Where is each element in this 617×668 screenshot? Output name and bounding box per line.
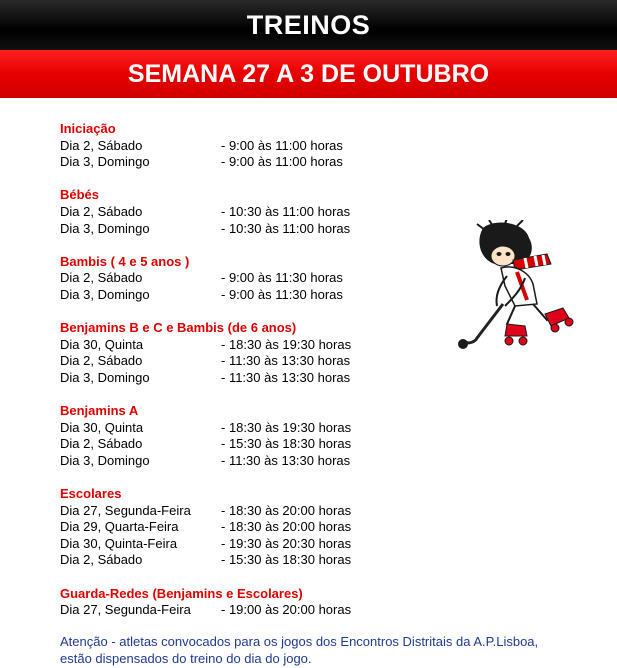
note-line-1: Atenção - atletas convocados para os jogos dos Encontros Distritais da A.P.Lisboa, bbox=[60, 634, 539, 650]
row-day: Dia 3, Domingo bbox=[60, 220, 150, 236]
schedule-row bbox=[60, 138, 600, 155]
row-time: - 18:30 às 20:00 horas bbox=[221, 502, 352, 518]
row-time: - 15:30 às 18:30 horas bbox=[221, 436, 352, 452]
row-day: Dia 30, Quinta bbox=[60, 419, 144, 435]
row-day: Dia 3, Domingo bbox=[60, 286, 150, 302]
row-time: - 19:00 às 20:00 horas bbox=[221, 602, 352, 618]
row-time: - 15:30 às 18:30 horas bbox=[221, 552, 352, 568]
section-title: Benjamins A bbox=[60, 403, 139, 419]
row-day: Dia 2, Sábado bbox=[60, 552, 143, 568]
section-benjamins-a bbox=[60, 403, 600, 469]
row-day: Dia 3, Domingo bbox=[60, 154, 150, 170]
row-time: - 18:30 às 20:00 horas bbox=[221, 519, 352, 535]
schedule-row bbox=[60, 602, 600, 619]
section-title: Bébés bbox=[60, 187, 100, 203]
schedule-row bbox=[60, 503, 600, 520]
row-day: Dia 30, Quinta bbox=[60, 336, 144, 352]
roller-hockey-player-icon bbox=[455, 220, 580, 355]
section-title: Guarda-Redes (Benjamins e Escolares) bbox=[60, 585, 303, 601]
schedule-row bbox=[60, 519, 600, 536]
row-time: - 9:00 às 11:30 horas bbox=[221, 270, 343, 286]
row-time: - 11:30 às 13:30 horas bbox=[221, 452, 351, 468]
row-time: - 18:30 às 19:30 horas bbox=[221, 419, 352, 435]
schedule-row bbox=[60, 420, 600, 437]
section-title: Bambis ( 4 e 5 anos ) bbox=[60, 253, 190, 269]
schedule-row bbox=[60, 552, 600, 569]
row-day: Dia 2, Sábado bbox=[60, 353, 143, 369]
attention-note bbox=[60, 634, 600, 667]
subtitle-bar bbox=[0, 50, 617, 98]
section-title: Escolares bbox=[60, 486, 122, 502]
row-time: - 19:30 às 20:30 horas bbox=[221, 535, 352, 551]
row-day: Dia 29, Quarta-Feira bbox=[60, 519, 179, 535]
schedule-row bbox=[60, 536, 600, 553]
row-day: Dia 27, Segunda-Feira bbox=[60, 602, 191, 618]
page-title: TREINOS bbox=[246, 9, 371, 40]
schedule-row bbox=[60, 353, 600, 370]
title-bar bbox=[0, 0, 617, 50]
section-title: Benjamins B e C e Bambis (de 6 anos) bbox=[60, 320, 297, 336]
schedule bbox=[60, 121, 600, 668]
row-time: - 11:30 às 13:30 horas bbox=[221, 369, 351, 385]
schedule-row bbox=[60, 436, 600, 453]
row-time: - 9:00 às 11:00 horas bbox=[221, 137, 343, 153]
row-day: Dia 2, Sábado bbox=[60, 436, 143, 452]
schedule-row bbox=[60, 370, 600, 387]
row-time: - 9:00 às 11:00 horas bbox=[221, 154, 343, 170]
row-day: Dia 27, Segunda-Feira bbox=[60, 502, 191, 518]
row-day: Dia 3, Domingo bbox=[60, 369, 150, 385]
row-time: - 11:30 às 13:30 horas bbox=[221, 353, 351, 369]
section-guarda-redes bbox=[60, 586, 600, 619]
schedule-row bbox=[60, 453, 600, 470]
section-iniciacao bbox=[60, 121, 600, 171]
schedule-row bbox=[60, 204, 600, 221]
row-day: Dia 2, Sábado bbox=[60, 137, 143, 153]
row-time: - 18:30 às 19:30 horas bbox=[221, 336, 352, 352]
row-day: Dia 30, Quinta-Feira bbox=[60, 535, 178, 551]
section-title: Iniciação bbox=[60, 121, 116, 136]
schedule-row bbox=[60, 154, 600, 171]
row-time: - 10:30 às 11:00 horas bbox=[221, 220, 351, 236]
row-day: Dia 2, Sábado bbox=[60, 270, 143, 286]
section-escolares bbox=[60, 486, 600, 569]
note-line-2: estão dispensados do treino do dia do jogo. bbox=[60, 651, 312, 666]
row-time: - 9:00 às 11:30 horas bbox=[221, 286, 343, 302]
page-subtitle: SEMANA 27 A 3 DE OUTUBRO bbox=[127, 59, 490, 88]
row-day: Dia 2, Sábado bbox=[60, 203, 143, 219]
row-day: Dia 3, Domingo bbox=[60, 452, 150, 468]
row-time: - 10:30 às 11:00 horas bbox=[221, 203, 351, 219]
